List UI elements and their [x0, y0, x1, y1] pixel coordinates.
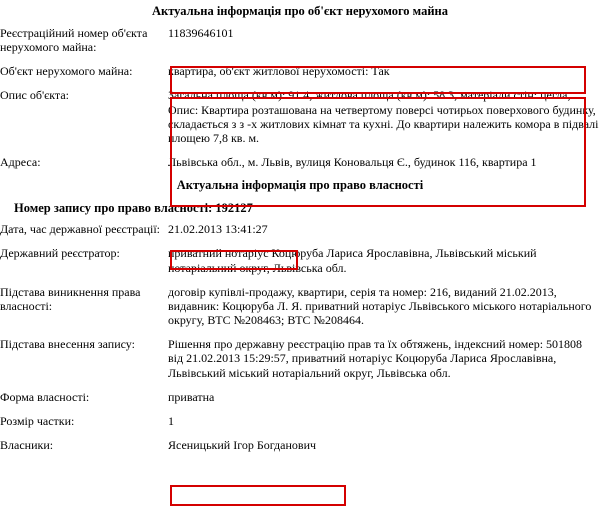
- spacer: [0, 276, 600, 284]
- row-value: квартира, об'єкт житлової нерухомості: Так: [168, 64, 390, 79]
- highlight-box-owner-name: [170, 485, 346, 506]
- document-page: [0, 4, 600, 512]
- row-label: Підстава внесення запису:: [0, 337, 135, 352]
- table-row: [0, 284, 600, 328]
- row-label: Адреса:: [0, 155, 41, 170]
- section-title-ownership: Актуальна інформація про право власності: [176, 178, 424, 193]
- row-value: Загальна площа (кв.м): 91.4, житлова площа (кв.м): 58.3, матеріали стін: цегла, Опис: Квартира розташована на четвертому поверсі чотирьох поверхового будинку, складається з з -х житлових кімнат та кухні. До квартири належить комора в підвалі площею 7,8 кв. м.: [168, 88, 599, 145]
- row-label: Державний реєстратор:: [0, 246, 120, 261]
- row-label: Об'єкт нерухомого майна:: [0, 64, 133, 79]
- spacer: [0, 381, 600, 389]
- row-value: договір купівлі-продажу, квартири, серія та номер: 216, виданий 21.02.2013, видавник: Коцюруба Л. Я. приватний нотаріус Львівського міського нотаріального округу, ВТС №208463; ВТС №208464.: [168, 284, 592, 328]
- ownership-record-number: Номер запису про право власності: 192127: [14, 201, 253, 216]
- property-info-table: [0, 25, 600, 170]
- row-value: 21.02.2013 13:41:27: [168, 222, 268, 237]
- section-title-property: Актуальна інформація про об'єкт нерухомого майна: [151, 4, 449, 18]
- spacer: [0, 328, 600, 336]
- row-value: приватна: [168, 389, 215, 404]
- spacer: [0, 405, 600, 413]
- spacer: [0, 79, 600, 87]
- table-row: [0, 25, 600, 55]
- row-label: Розмір частки:: [0, 413, 75, 428]
- row-label: Опис об'єкта:: [0, 88, 69, 103]
- row-label: Підстава виникнення права власності:: [0, 284, 141, 313]
- row-label: Реєстраційний номер об'єкта нерухомого майна:: [0, 26, 148, 55]
- row-value: Львівська обл., м. Львів, вулиця Коновальця Є., будинок 116, квартира 1: [168, 155, 537, 170]
- row-label: Дата, час державної реєстрації:: [0, 222, 161, 237]
- table-row: [0, 413, 600, 429]
- spacer: [0, 429, 600, 437]
- row-label: Власники:: [0, 437, 54, 452]
- row-value: Ясеницький Ігор Богданович: [168, 437, 317, 452]
- row-value: Рішення про державну реєстрацію прав та їх обтяжень, індексний номер: 501808 від 21.02.2013 15:29:57, приватний нотаріус Коцюруба Лариса Ярославівна, Львівський міський нотаріальний округ, Львівська обл.: [168, 337, 583, 380]
- table-row: [0, 245, 600, 275]
- row-label: Форма власності:: [0, 389, 90, 404]
- table-row: [0, 154, 600, 170]
- spacer: [0, 237, 600, 245]
- table-row: [0, 221, 600, 237]
- table-row: [0, 336, 600, 380]
- table-row: [0, 389, 600, 405]
- table-row: [0, 437, 600, 453]
- row-value: 11839646101: [168, 26, 234, 40]
- table-row: [0, 63, 600, 79]
- table-row: [0, 87, 600, 146]
- spacer: [0, 146, 600, 154]
- row-value: 1: [168, 413, 174, 428]
- spacer: [0, 55, 600, 63]
- ownership-info-table: [0, 221, 600, 453]
- row-value: приватний нотаріус Коцюруба Лариса Ярославівна, Львівський міський нотаріальний округ, Львівська обл.: [168, 246, 537, 275]
